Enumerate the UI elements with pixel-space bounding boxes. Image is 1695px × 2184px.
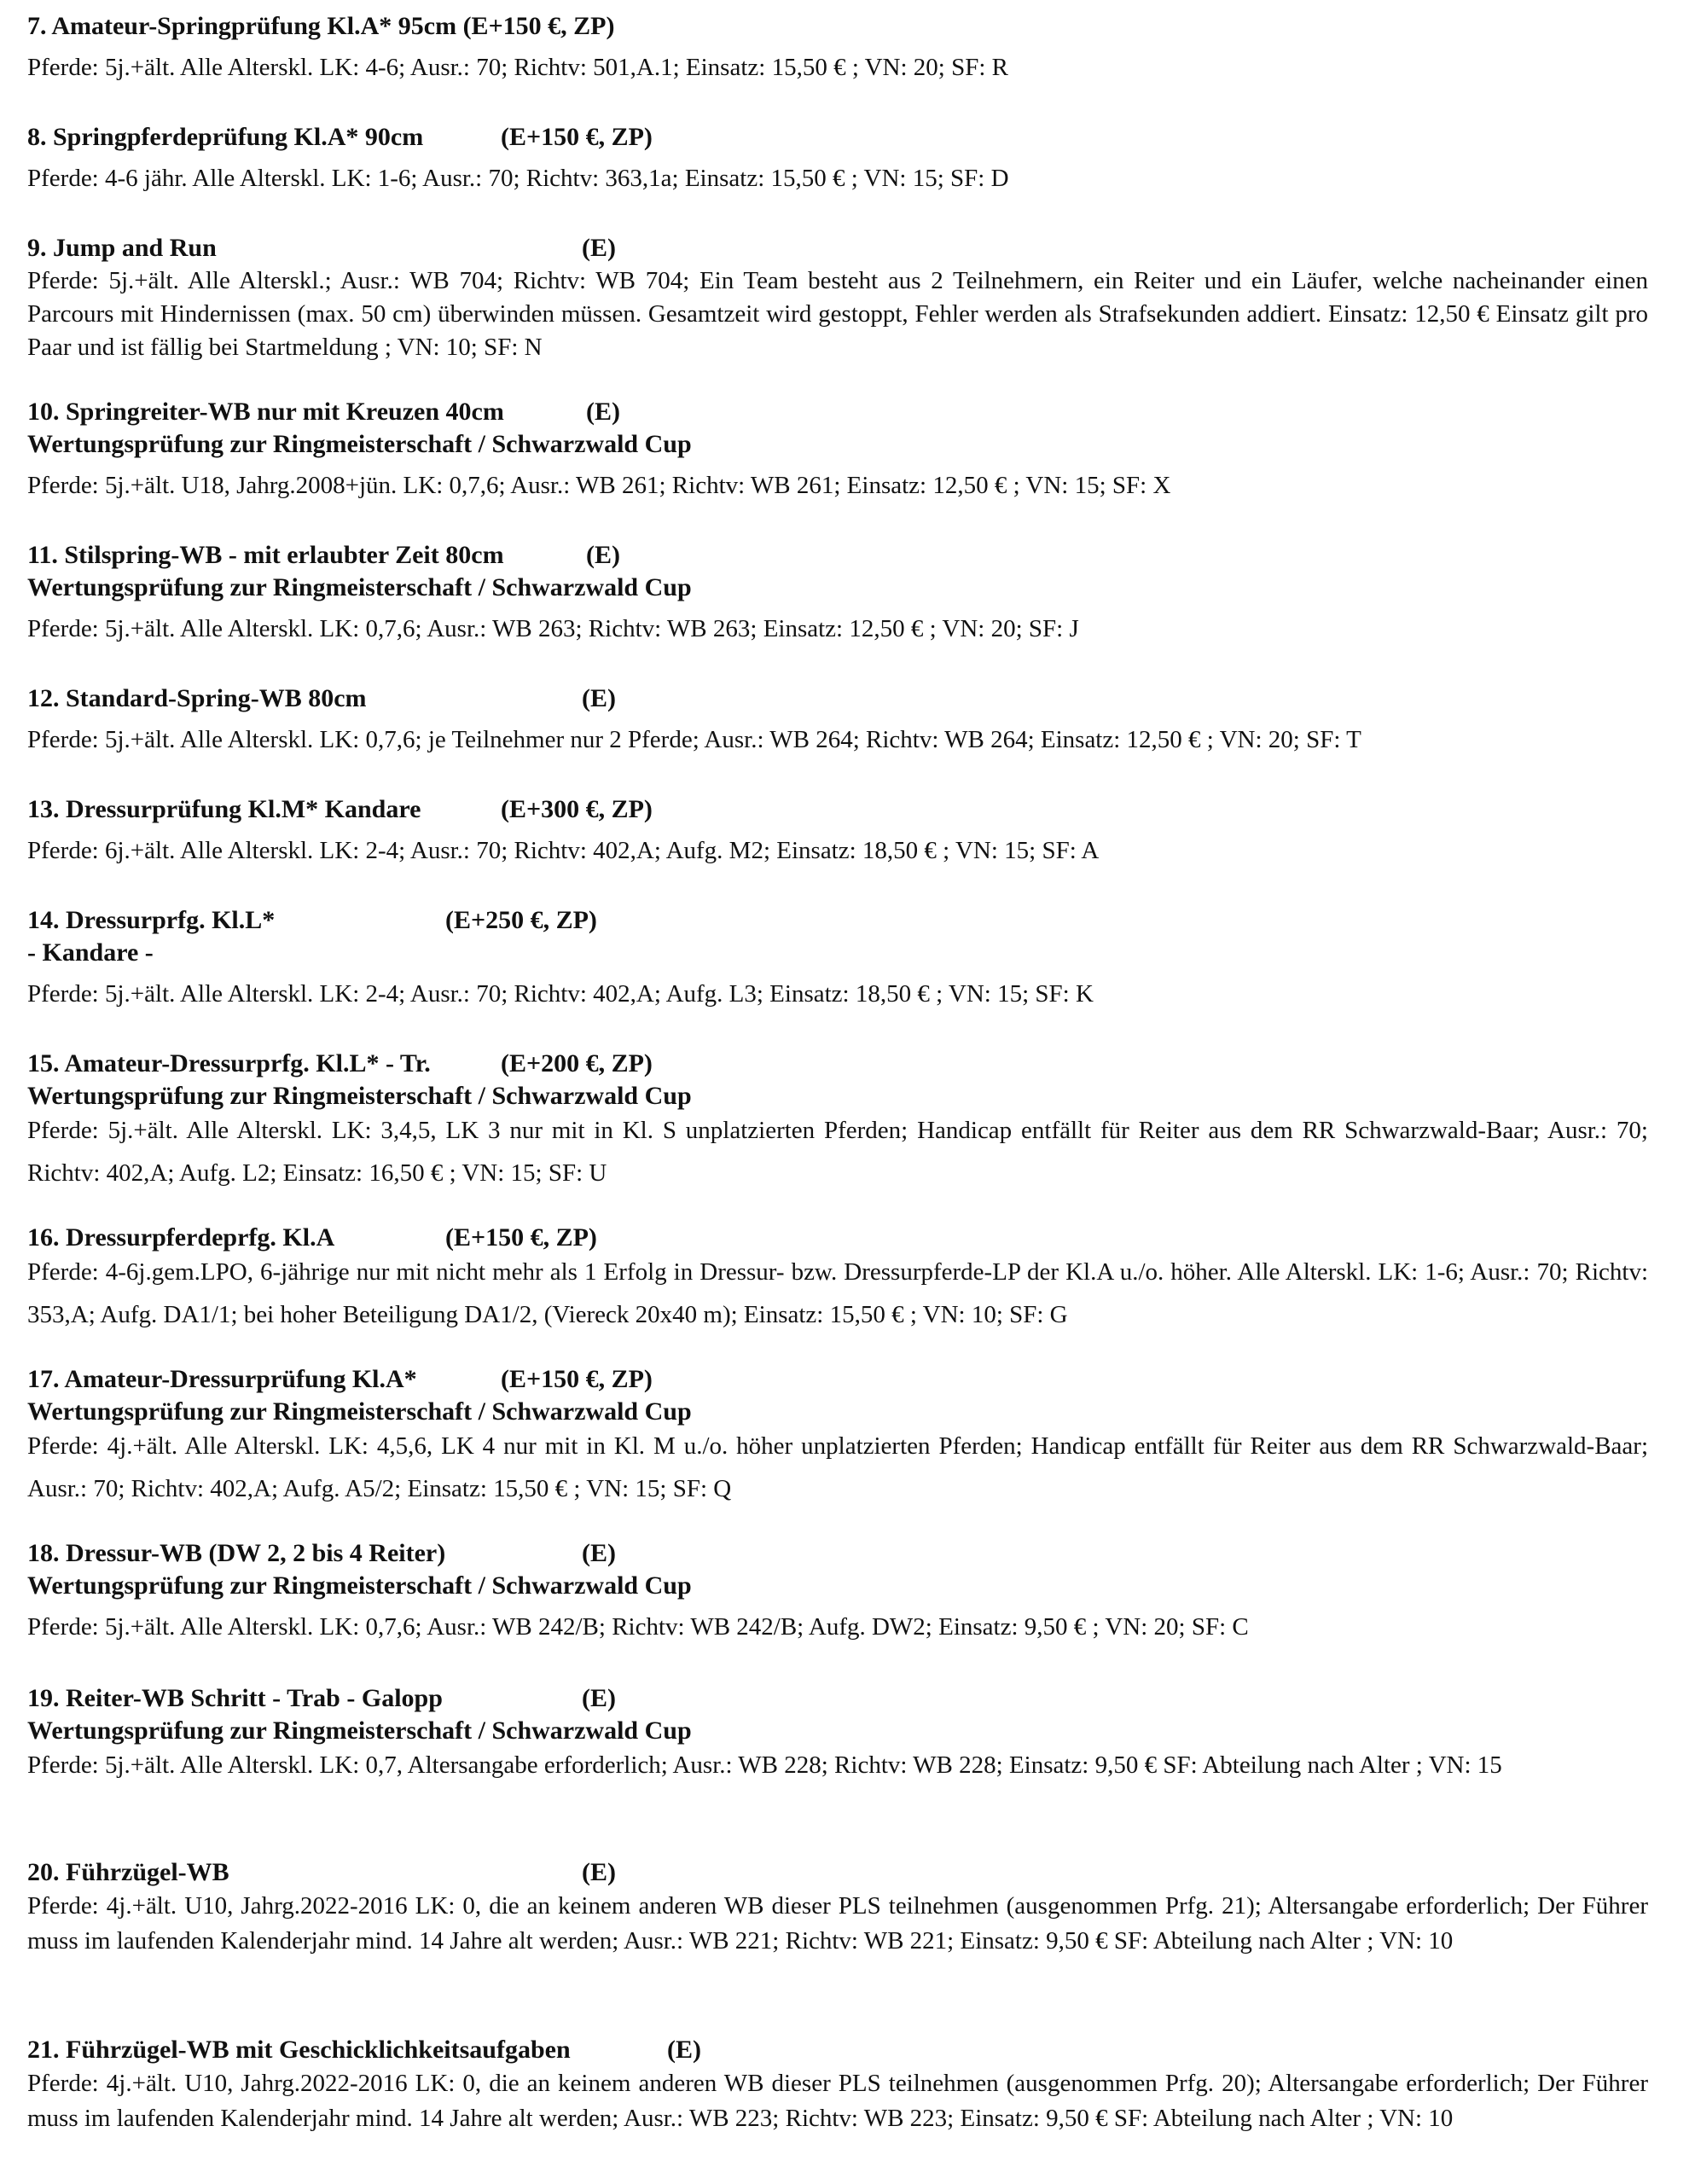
competition-entry-7 [27,10,1648,84]
competition-entry-13 [27,793,1648,868]
entry-tag: (E+250 €, ZP) [445,906,597,934]
entry-title: 15. Amateur-Dressurprfg. Kl.L* - Tr. [27,1049,431,1077]
competition-entry-15 [27,1048,1648,1194]
entry-details: Pferde: 5j.+ält. Alle Alterskl. LK: 0,7,6; je Teilnehmer nur 2 Pferde; Ausr.: WB 264; Richtv: WB 264; Einsatz: 12,50 € ; VN: 20; SF: T [27,726,1361,753]
entry-subtitle: Wertungsprüfung zur Ringmeisterschaft / Schwarzwald Cup [27,430,692,458]
entry-subtitle: Wertungsprüfung zur Ringmeisterschaft / Schwarzwald Cup [27,573,692,601]
entry-subtitle: Wertungsprüfung zur Ringmeisterschaft / Schwarzwald Cup [27,1716,692,1745]
entry-title: 20. Führzügel-WB [27,1858,229,1886]
entry-details: Pferde: 5j.+ält. Alle Alterskl. LK: 4-6; Ausr.: 70; Richtv: 501,A.1; Einsatz: 15,50 € ; VN: 20; SF: R [27,54,1009,81]
entry-title: 17. Amateur-Dressurprüfung Kl.A* [27,1365,417,1393]
entry-tag: (E) [582,1684,616,1712]
entry-title: 9. Jump and Run [27,234,217,262]
entry-title: 7. Amateur-Springprüfung Kl.A* 95cm (E+150 €, ZP) [27,12,615,40]
entry-tag: (E) [582,1539,616,1567]
entry-tag: (E+150 €, ZP) [501,123,653,151]
entry-tag: (E+150 €, ZP) [501,1365,653,1393]
competition-entry-10 [27,396,1648,502]
entry-tag: (E) [667,2036,701,2064]
entry-title: 16. Dressurpferdeprfg. Kl.A [27,1223,335,1252]
entry-subtitle: Wertungsprüfung zur Ringmeisterschaft / Schwarzwald Cup [27,1397,692,1426]
entry-title: 13. Dressurprüfung Kl.M* Kandare [27,795,421,823]
competition-entry-16 [27,1222,1648,1336]
entry-details: Pferde: 5j.+ält. Alle Alterskl. LK: 0,7, Altersangabe erforderlich; Ausr.: WB 228; Richtv: WB 228; Einsatz: 9,50 € SF: Abteilung nach Alter ; VN: 15 [27,1751,1502,1779]
entry-title: 19. Reiter-WB Schritt - Trab - Galopp [27,1684,443,1712]
entry-details: Pferde: 4j.+ält. U10, Jahrg.2022-2016 LK: 0, die an keinem anderen WB dieser PLS teilnehmen (ausgenommen Prfg. 20); Altersangabe erforderlich; Der Führer muss im laufenden Kalenderjahr mind. 14 Jahre alt werden; Ausr.: WB 223; Richtv: WB 223; Einsatz: 9,50 € SF: Abteilung nach Alter ; VN: 10 [27,2070,1648,2132]
entry-tag: (E+300 €, ZP) [501,795,653,823]
entry-details: Pferde: 4j.+ält. Alle Alterskl. LK: 4,5,6, LK 4 nur mit in Kl. M u./o. höher unplatzierten Pferden; Handicap entfällt für Reiter aus dem RR Schwarzwald-Baar; Ausr.: 70; Richtv: 402,A; Aufg. A5/2; Einsatz: 15,50 € ; VN: 15; SF: Q [27,1432,1648,1502]
entry-subtitle: Wertungsprüfung zur Ringmeisterschaft / Schwarzwald Cup [27,1082,692,1110]
entry-details: Pferde: 5j.+ält. Alle Alterskl.; Ausr.: WB 704; Richtv: WB 704; Ein Team besteht aus 2 Teilnehmern, ein Reiter und ein Läufer, welche nacheinander einen Parcours mit Hindernissen (max. 50 cm) überwinden müssen. Gesamtzeit wird gestoppt, Fehler werden als Strafsekunden addiert. Einsatz: 12,50 € Einsatz gilt pro Paar und ist fällig bei Startmeldung ; VN: 10; SF: N [27,267,1648,361]
entry-tag: (E) [586,398,620,426]
entry-details: Pferde: 4-6 jähr. Alle Alterskl. LK: 1-6; Ausr.: 70; Richtv: 363,1a; Einsatz: 15,50 € ; VN: 15; SF: D [27,165,1009,192]
entry-title: 14. Dressurprfg. Kl.L* [27,906,276,934]
entry-title: 21. Führzügel-WB mit Geschicklichkeitsaufgaben [27,2036,571,2064]
competition-entry-18 [27,1537,1648,1644]
competition-entry-14 [27,904,1648,1011]
competition-entry-19 [27,1682,1648,1786]
entry-subtitle: Wertungsprüfung zur Ringmeisterschaft / Schwarzwald Cup [27,1571,692,1600]
entry-tag: (E+150 €, ZP) [445,1223,597,1252]
entry-details: Pferde: 6j.+ält. Alle Alterskl. LK: 2-4; Ausr.: 70; Richtv: 402,A; Aufg. M2; Einsatz: 18,50 € ; VN: 15; SF: A [27,837,1100,864]
entry-details: Pferde: 5j.+ält. U18, Jahrg.2008+jün. LK: 0,7,6; Ausr.: WB 261; Richtv: WB 261; Einsatz: 12,50 € ; VN: 15; SF: X [27,472,1171,499]
entry-details: Pferde: 4j.+ält. U10, Jahrg.2022-2016 LK: 0, die an keinem anderen WB dieser PLS teilnehmen (ausgenommen Prfg. 21); Altersangabe erforderlich; Der Führer muss im laufenden Kalenderjahr mind. 14 Jahre alt werden; Ausr.: WB 221; Richtv: WB 221; Einsatz: 9,50 € SF: Abteilung nach Alter ; VN: 10 [27,1892,1648,1955]
entry-details: Pferde: 5j.+ält. Alle Alterskl. LK: 0,7,6; Ausr.: WB 242/B; Richtv: WB 242/B; Aufg. DW2; Einsatz: 9,50 € ; VN: 20; SF: C [27,1613,1249,1641]
entry-tag: (E) [582,1858,616,1886]
competition-entry-17 [27,1363,1648,1510]
entry-title: 8. Springpferdeprüfung Kl.A* 90cm [27,123,424,151]
competition-entry-21 [27,2034,1648,2136]
entry-tag: (E+200 €, ZP) [501,1049,653,1077]
entry-subtitle: - Kandare - [27,938,154,967]
competition-entry-12 [27,682,1648,757]
competition-entry-20 [27,1856,1648,1959]
entry-details: Pferde: 5j.+ält. Alle Alterskl. LK: 2-4; Ausr.: 70; Richtv: 402,A; Aufg. L3; Einsatz: 18,50 € ; VN: 15; SF: K [27,980,1094,1008]
entry-tag: (E) [582,234,616,262]
entry-tag: (E) [586,541,620,569]
entry-details: Pferde: 4-6j.gem.LPO, 6-jährige nur mit nicht mehr als 1 Erfolg in Dressur- bzw. Dressurpferde-LP der Kl.A u./o. höher. Alle Alterskl. LK: 1-6; Ausr.: 70; Richtv: 353,A; Aufg. DA1/1; bei hoher Beteiligung DA1/2, (Viereck 20x40 m); Einsatz: 15,50 € ; VN: 10; SF: G [27,1258,1648,1328]
entry-details: Pferde: 5j.+ält. Alle Alterskl. LK: 0,7,6; Ausr.: WB 263; Richtv: WB 263; Einsatz: 12,50 € ; VN: 20; SF: J [27,615,1079,642]
entry-title: 12. Standard-Spring-WB 80cm [27,684,367,712]
entry-tag: (E) [582,684,616,712]
entry-details: Pferde: 5j.+ält. Alle Alterskl. LK: 3,4,5, LK 3 nur mit in Kl. S unplatzierten Pferden; Handicap entfällt für Reiter aus dem RR Schwarzwald-Baar; Ausr.: 70; Richtv: 402,A; Aufg. L2; Einsatz: 16,50 € ; VN: 15; SF: U [27,1117,1648,1187]
competition-entry-11 [27,539,1648,646]
entry-title: 11. Stilspring-WB - mit erlaubter Zeit 80cm [27,541,504,569]
entry-title: 10. Springreiter-WB nur mit Kreuzen 40cm [27,398,504,426]
competition-entry-8 [27,121,1648,195]
entry-title: 18. Dressur-WB (DW 2, 2 bis 4 Reiter) [27,1539,446,1567]
competition-entry-9 [27,232,1648,364]
